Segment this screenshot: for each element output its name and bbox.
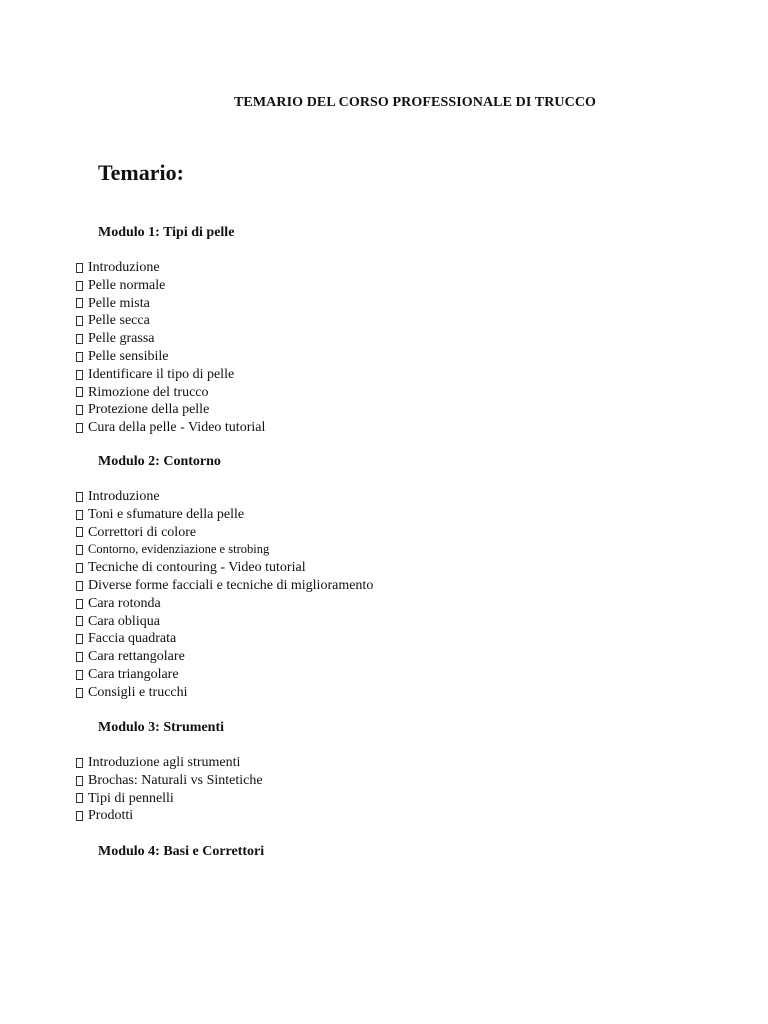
missing-glyph-box-icon [76, 298, 83, 308]
missing-glyph-box-icon [76, 510, 83, 520]
module-item-list [76, 754, 263, 825]
list-item: Pelle mista [76, 295, 265, 313]
missing-glyph-box-icon [76, 352, 83, 362]
missing-glyph-box-icon [76, 652, 83, 662]
missing-glyph-box-icon [76, 405, 83, 415]
list-item: Cara rotonda [76, 595, 373, 613]
missing-glyph-box-icon [76, 281, 83, 291]
list-item: Tecniche di contouring - Video tutorial [76, 559, 373, 577]
document-title: TEMARIO DEL CORSO PROFESSIONALE DI TRUCCO [233, 95, 597, 110]
list-item: Cara obliqua [76, 613, 373, 631]
missing-glyph-box-icon [76, 423, 83, 433]
missing-glyph-box-icon [76, 616, 83, 626]
list-item: Identificare il tipo di pelle [76, 366, 265, 384]
list-item: Pelle secca [76, 312, 265, 330]
missing-glyph-box-icon [76, 492, 83, 502]
missing-glyph-box-icon [76, 527, 83, 537]
list-item: Pelle normale [76, 277, 265, 295]
list-item: Prodotti [76, 807, 263, 825]
missing-glyph-box-icon [76, 758, 83, 768]
list-item: Introduzione agli strumenti [76, 754, 263, 772]
missing-glyph-box-icon [76, 811, 83, 821]
module-title: Modulo 4: Basi e Correttori [98, 844, 265, 859]
module-item-list [76, 259, 265, 437]
list-item: Pelle grassa [76, 330, 265, 348]
module-title: Modulo 2: Contorno [98, 454, 221, 469]
missing-glyph-box-icon [76, 563, 83, 573]
missing-glyph-box-icon [76, 545, 83, 555]
list-item: Introduzione [76, 259, 265, 277]
list-item: Correttori di colore [76, 524, 373, 542]
missing-glyph-box-icon [76, 793, 83, 803]
missing-glyph-box-icon [76, 581, 83, 591]
list-item: Contorno, evidenziazione e strobing [76, 541, 373, 559]
missing-glyph-box-icon [76, 263, 83, 273]
missing-glyph-box-icon [76, 316, 83, 326]
list-item: Toni e sfumature della pelle [76, 506, 373, 524]
list-item: Pelle sensibile [76, 348, 265, 366]
missing-glyph-box-icon [76, 634, 83, 644]
section-heading: Temario: [98, 160, 184, 185]
missing-glyph-box-icon [76, 599, 83, 609]
list-item: Introduzione [76, 488, 373, 506]
list-item: Faccia quadrata [76, 630, 373, 648]
module-title: Modulo 3: Strumenti [98, 720, 224, 735]
missing-glyph-box-icon [76, 688, 83, 698]
module-item-list [76, 488, 373, 702]
list-item: Consigli e trucchi [76, 684, 373, 702]
list-item: Cara rettangolare [76, 648, 373, 666]
list-item: Protezione della pelle [76, 401, 265, 419]
list-item: Rimozione del trucco [76, 384, 265, 402]
missing-glyph-box-icon [76, 387, 83, 397]
list-item: Cura della pelle - Video tutorial [76, 419, 265, 437]
module-title: Modulo 1: Tipi di pelle [98, 225, 235, 240]
missing-glyph-box-icon [76, 334, 83, 344]
missing-glyph-box-icon [76, 776, 83, 786]
list-item: Cara triangolare [76, 666, 373, 684]
list-item: Tipi di pennelli [76, 790, 263, 808]
missing-glyph-box-icon [76, 670, 83, 680]
missing-glyph-box-icon [76, 370, 83, 380]
list-item: Diverse forme facciali e tecniche di miglioramento [76, 577, 373, 595]
list-item: Brochas: Naturali vs Sintetiche [76, 772, 263, 790]
